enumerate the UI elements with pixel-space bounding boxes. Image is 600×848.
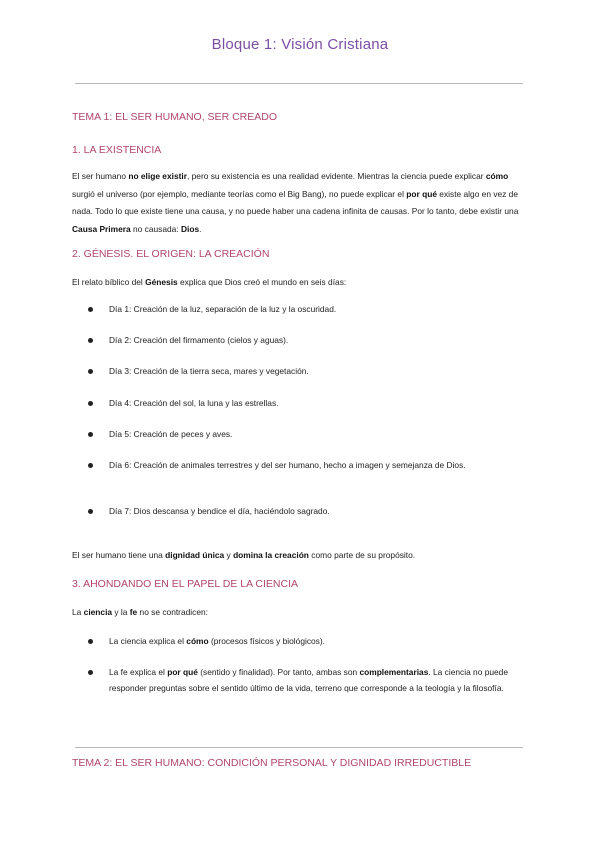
bullet-dot-icon	[88, 639, 93, 644]
bullet-dot-icon	[88, 670, 93, 675]
section2-heading: 2. GÉNESIS. EL ORIGEN: LA CREACIÓN	[72, 248, 270, 260]
section3-heading: 3. AHONDANDO EN EL PAPEL DE LA CIENCIA	[72, 578, 299, 590]
bullet-dot-icon	[88, 401, 93, 406]
divider-top	[75, 83, 523, 84]
bullet-dot-icon	[88, 509, 93, 514]
section3-intro: La ciencia y la fe no se contradicen:	[72, 607, 208, 617]
document-title: Bloque 1: Visión Cristiana	[211, 36, 389, 53]
tema1-heading: TEMA 1: EL SER HUMANO, SER CREADO	[72, 111, 277, 123]
divider-bottom	[75, 747, 523, 748]
section2-closing: El ser humano tiene una dignidad única y domina la creación como parte de su propósito.	[72, 550, 416, 560]
bullet-dot-icon	[88, 307, 93, 312]
document-page: Bloque 1: Visión Cristiana TEMA 1: EL SER HUMANO, SER CREADO 1. LA EXISTENCIA El ser humano no elige existir, pero su existencia es una realidad evidente. Mientras la ciencia puede explicar cómo surgió el universo (por ejemplo, mediante teorías como el Big Bang), no puede explicar el por qué existe algo en vez de nada. Todo lo que existe tiene una causa, y no puede haber una cadena infinita de causas. Por lo tanto, debe existir una Causa Primera no causada: Dios. 2. GÉNESIS. EL ORIGEN: LA CREACIÓN El relato bíblico del Génesis explica que Dios creó el mundo en seis días: Día 1: Creación de la luz, separación de la luz y la oscuridad. Día 2: Creación del firmamento (cielos y aguas). Día 3: Creación de la tierra seca, mares y vegetación. Día 4: Creación del sol, la luna y las estrellas. Día 5: Creación de peces y aves. Día 6: Creación de animales terrestres y del ser humano, hecho a imagen y semejanza de Dios. Día 7: Dios descansa y bendice el día, haciéndolo sagrado. El ser humano tiene una dignidad única y domina la creación como parte de su propósito. 3. AHONDANDO EN EL PAPEL DE LA CIENCIA La ciencia y la fe no se contradicen: La ciencia explica el cómo (procesos físicos y biológicos). La fe explica el por qué (sentido y finalidad). Por tanto, ambas son complementarias. La ciencia no puede responder preguntas sobre el sentido último de la vida, terreno que corresponde a la teología y la filosofía. TEMA 2: EL SER HUMANO: CONDICIÓN PERSONAL Y DIGNIDAD IRREDUCTIBLE	[0, 0, 600, 848]
bullet-dot-icon	[88, 463, 93, 468]
bullet-dot-icon	[88, 369, 93, 374]
section1-paragraph: El ser humano no elige existir, pero su existencia es una realidad evidente. Mientras la ciencia puede explicar cómo surgió el universo (por ejemplo, mediante teorías como el Big Bang), no puede explicar el por qué existe algo en vez de nada. Todo lo que existe tiene una causa, y no puede haber una cadena infinita de causas. Por lo tanto, debe existir una Causa Primera no causada: Dios.	[72, 171, 519, 234]
bullet-dot-icon	[88, 338, 93, 343]
section2-intro: El relato bíblico del Génesis explica que Dios creó el mundo en seis días:	[72, 277, 347, 287]
section1-heading: 1. LA EXISTENCIA	[72, 144, 162, 156]
bullet-dot-icon	[88, 432, 93, 437]
tema2-heading: TEMA 2: EL SER HUMANO: CONDICIÓN PERSONAL Y DIGNIDAD IRREDUCTIBLE	[72, 757, 472, 769]
